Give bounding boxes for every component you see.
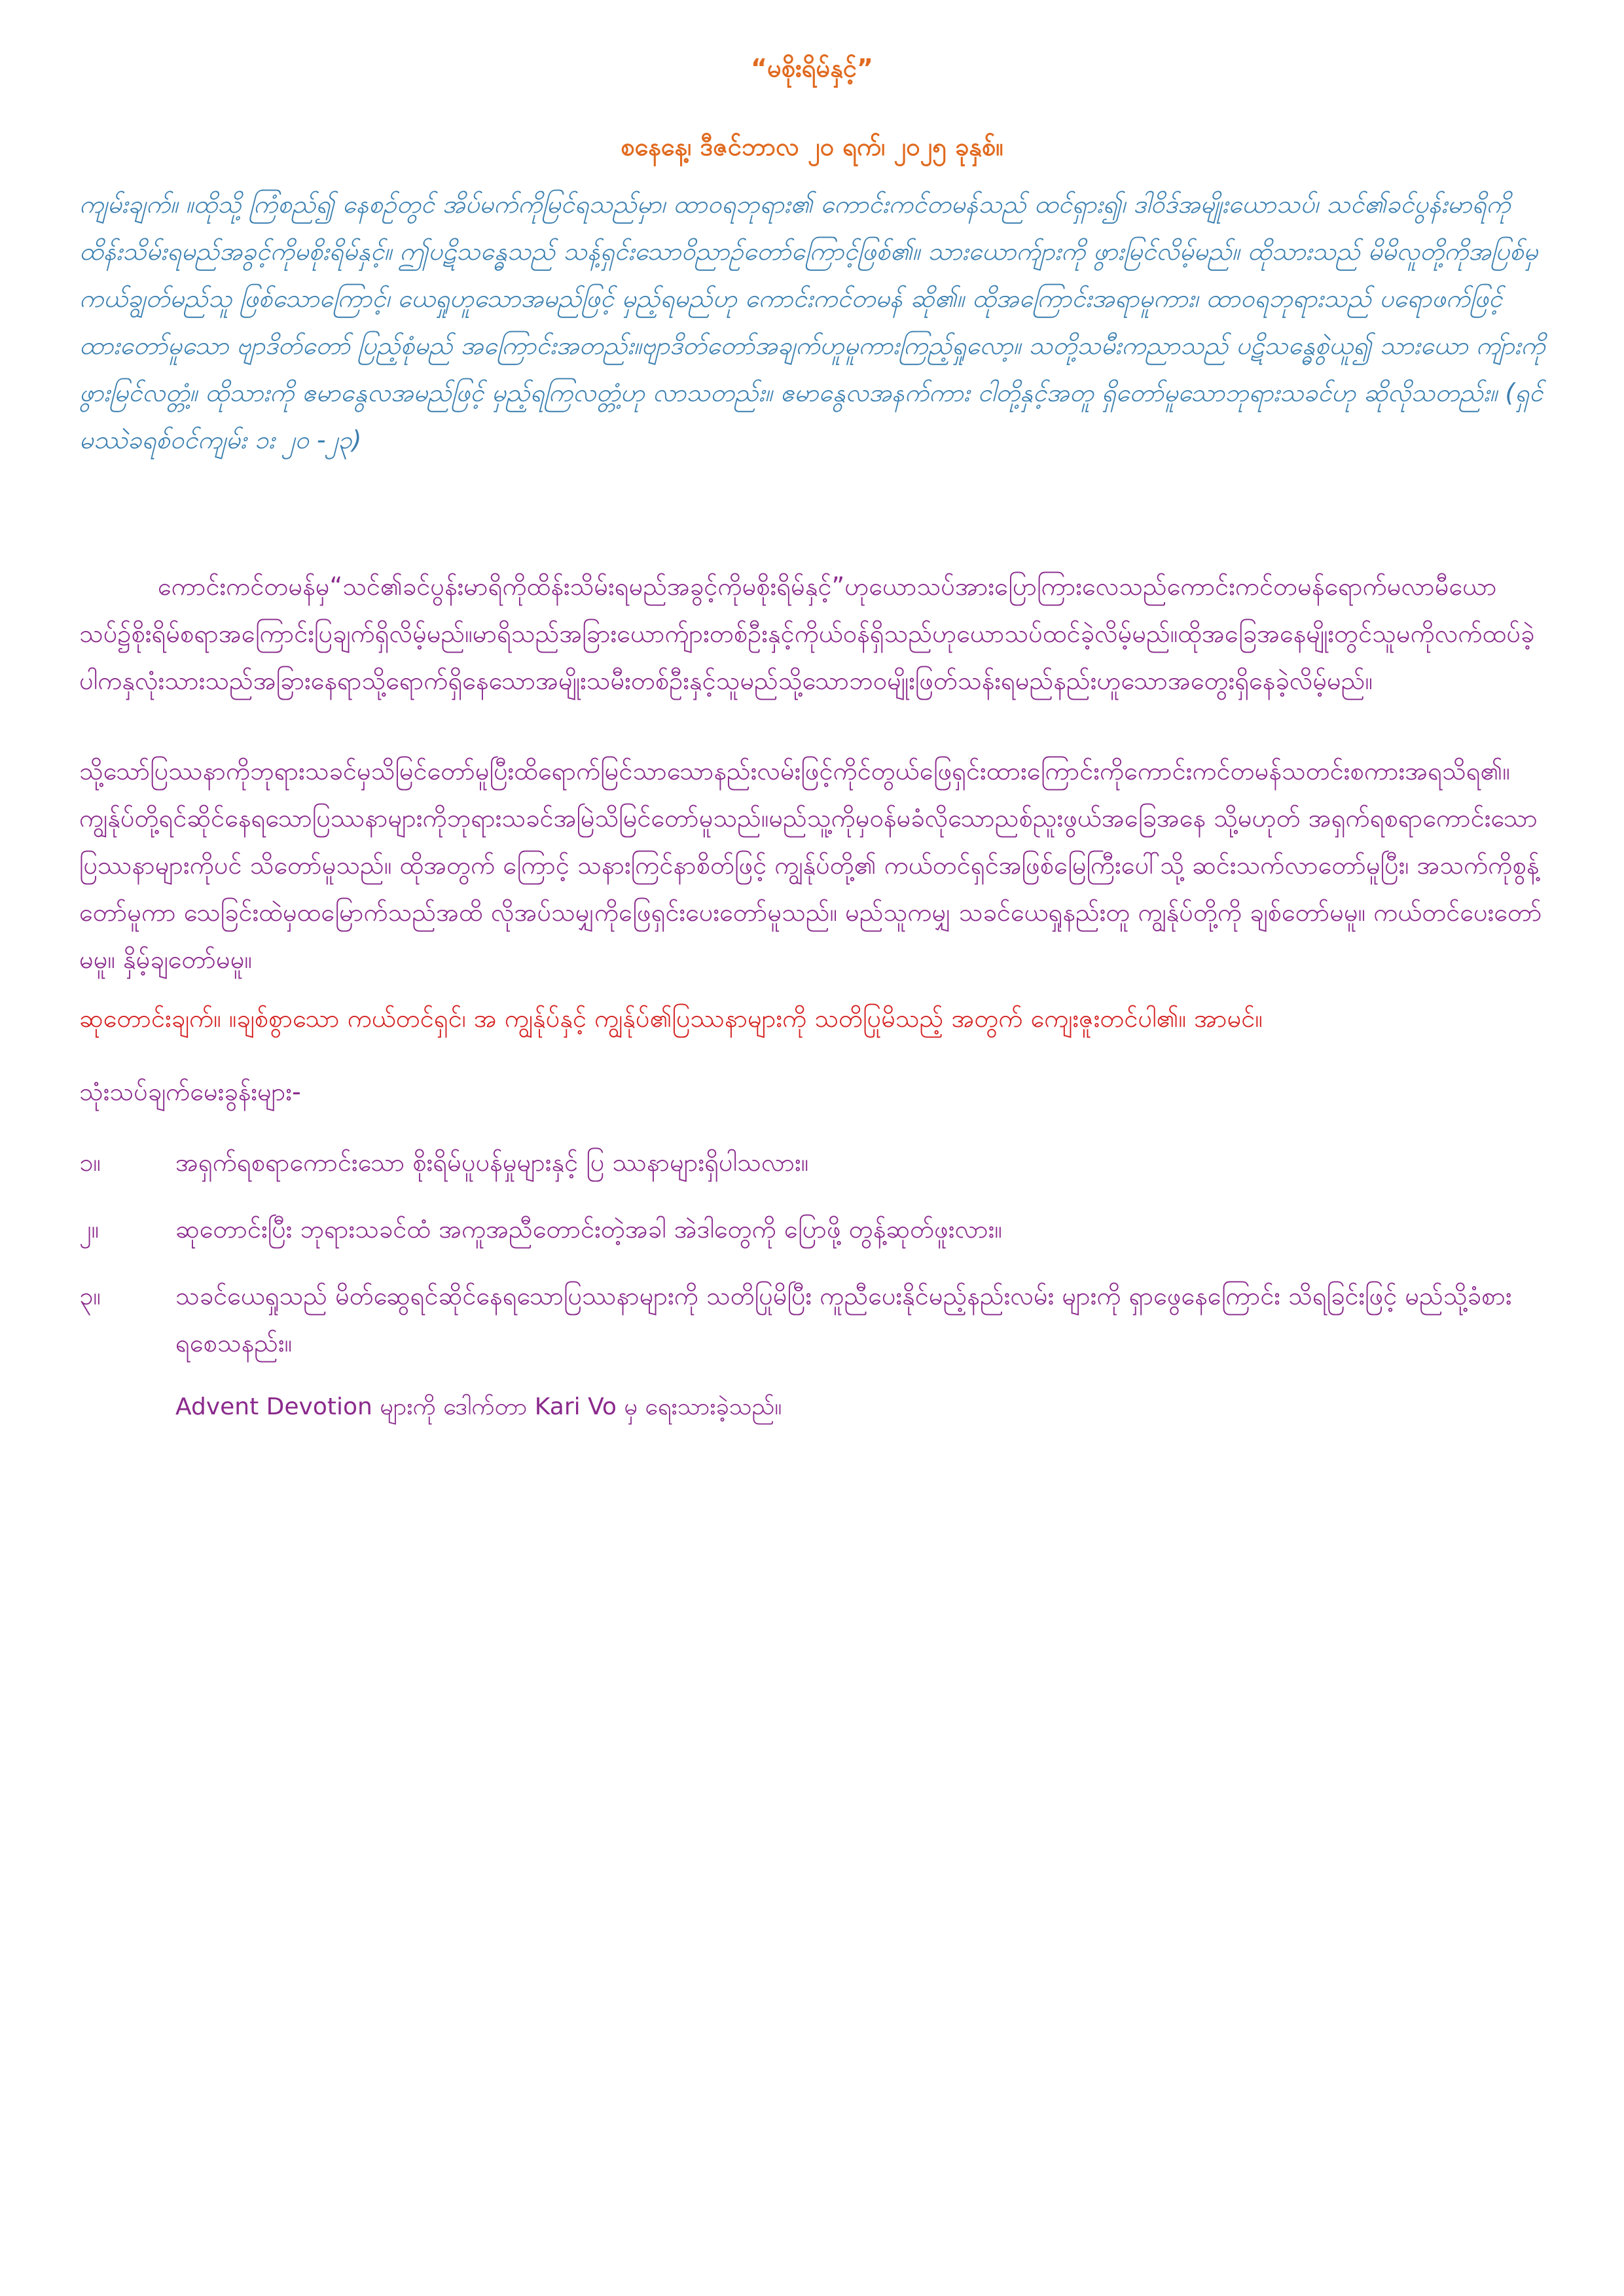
question-number: ၁။ <box>79 1148 101 1177</box>
body-paragraph-2: သို့သော်ပြဿနာကိုဘုရားသခင်မှသိမြင်တော်မူပြီးထိရောက်မြင်သာသောနည်းလမ်းဖြင့်ကိုင်တွယ်ဖြေရှင်းထားကြောင်းကိုကောင်းကင်တမန်သတင်းစကားအရသိရ၏။ကျွန်ုပ်တို့ရင်ဆိုင်နေရသောပြဿနာများကိုဘုရားသခင်အမြဲသိမြင်တော်မူသည်။မည်သူ့ကိုမှဝန်မခံလိုသောညစ်ညူးဖွယ်အခြေအနေ သို့မဟုတ် အရှက်ရစရာကောင်းသော ပြဿနာများကိုပင် သိတော်မူသည်။ ထိုအတွက် ကြောင့် သနားကြင်နာစိတ်ဖြင့် ကျွန်ုပ်တို့၏ ကယ်တင်ရှင်အဖြစ်မြေကြီးပေါ်သို့ ဆင်းသက်လာတော်မူပြီး၊ အသက်ကိုစွန့်တော်မူကာ သေခြင်းထဲမှထမြောက်သည်အထိ လိုအပ်သမျှကိုဖြေရှင်းပေးတော်မူသည်။ မည်သူကမျှ သခင်ယေရှုနည်းတူ ကျွန်ုပ်တို့ကို ချစ်တော်မမူ။ ကယ်တင်ပေးတော်မမူ။ နှိမ့်ချတော်မမူ။ <box>79 757 1542 974</box>
question-text: အရှက်ရစရာကောင်းသော စိုးရိမ်ပူပန်မှုများနှင့် ပြ ဿနာများရှိပါသလား။ <box>175 1148 809 1177</box>
question-item <box>79 1206 1545 1253</box>
devotion-title: “မစိုးရိမ်နှင့်” <box>751 54 873 82</box>
devotion-date: စနေနေ့၊ ဒီဇင်ဘာလ ၂၀ ရက်၊ ၂၀၂၅ ခုနှစ်။ <box>621 132 1003 161</box>
body-paragraph-1: ကောင်းကင်တမန်မှ“သင်၏ခင်ပွန်းမာရိကိုထိန်းသိမ်းရမည်အခွင့်ကိုမစိုးရိမ်နှင့်”ဟုယောသပ်အားပြောကြားလေသည်ကောင်းကင်တမန်ရောက်မလာမီယောသပ်၌စိုးရိမ်စရာအကြောင်းပြချက်ရှိလိမ့်မည်။မာရိသည်အခြားယောက်ျားတစ်ဦးနှင့်ကိုယ်ဝန်ရှိသည်ဟုယောသပ်ထင်ခဲ့လိမ့်မည်။ထိုအခြေအနေမျိုးတွင်သူမကိုလက်ထပ်ခဲ့ပါကနှလုံးသားသည်အခြားနေရာသို့ရောက်ရှိနေသောအမျိုးသမီးတစ်ဦးနှင့်သူမည်သို့သောဘဝမျိုးဖြတ်သန်းရမည်နည်းဟူသောအတွေးရှိနေခဲ့လိမ့်မည်။ <box>79 572 1535 695</box>
question-text: သခင်ယေရှုသည် မိတ်ဆွေရင်ဆိုင်နေရသောပြဿနာများကို သတိပြုမိပြီး ကူညီပေးနိုင်မည့်နည်းလမ်း များကို ရှာဖွေနေကြောင်း သိရခြင်းဖြင့် မည်သို့ခံစားရစေသနည်း။ <box>175 1282 1512 1357</box>
scripture-passage: ကျမ်းချက်။ ။ထိုသို့ ကြံစည်၍ နေစဉ်တွင် အိပ်မက်ကိုမြင်ရသည်မှာ၊ ထာဝရဘုရား၏ ကောင်းကင်တမန်သည် ထင်ရှား၍၊ ဒါဝိဒ်အမျိုးယောသပ်၊ သင်၏ခင်ပွန်းမာရိကို ထိန်းသိမ်းရမည်အခွင့်ကိုမစိုးရိမ်နှင့်။ ဤပဋိသန္ဓေသည် သန့်ရှင်းသောဝိညာဉ်တော်ကြောင့်ဖြစ်၏။ သားယောက်ျားကို ဖွားမြင်လိမ့်မည်။ ထိုသားသည် မိမိလူတို့ကိုအပြစ်မှ ကယ်ချွတ်မည်သူ ဖြစ်သောကြောင့်၊ ယေရှုဟူသောအမည်ဖြင့် မှည့်ရမည်ဟု ကောင်းကင်တမန် ဆို၏။ ထိုအကြောင်းအရာမူကား၊ ထာဝရဘုရားသည် ပရောဖက်ဖြင့် ထားတော်မူသော ဗျာဒိတ်တော် ပြည့်စုံမည် အကြောင်းအတည်း။ဗျာဒိတ်တော်အချက်ဟူမူကားကြည့်ရှုလော့။ သတို့သမီးကညာသည် ပဋိသန္ဓေစွဲယူ၍ သားယော ကျ်ားကို ဖွားမြင်လတ္တံ့။ ထိုသားကို ဧမာနွေလအမည်ဖြင့် မှည့်ရကြလတ္တံ့ဟု လာသတည်း။ ဧမာနွေလအနက်ကား ငါတို့နှင့်အတူ ရှိတော်မူသောဘုရားသခင်ဟု ဆိုလိုသတည်း။ (ရှင်မဿဲခရစ်ဝင်ကျမ်း ၁း ၂၀ -၂၃) <box>79 190 1545 454</box>
questions-heading: သုံးသပ်ချက်မေးခွန်းများ- <box>79 1077 301 1106</box>
question-number: ၃။ <box>79 1282 101 1310</box>
question-item <box>79 1139 1545 1186</box>
question-number: ၂။ <box>79 1215 99 1244</box>
author-credit: Advent Devotion များကို ဒေါက်တာ Kari Vo မှ ရေးသားခဲ့သည်။ <box>175 1393 782 1420</box>
prayer-text: ဆုတောင်းချက်။ ။ချစ်စွာသော ကယ်တင်ရှင်၊ အ ကျွန်ုပ်နှင့် ကျွန်ုပ်၏ပြဿနာများကို သတိပြုမိသည့် အတွက် ကျေးဇူးတင်ပါ၏။ အာမင်။ <box>79 1004 1263 1033</box>
question-text: ဆုတောင်းပြီး ဘုရားသခင်ထံ အကူအညီတောင်းတဲ့အခါ အဲဒါတွေကို ပြောဖို့ တွန့်ဆုတ်ဖူးလား။ <box>175 1215 1002 1244</box>
question-item <box>79 1272 1545 1368</box>
